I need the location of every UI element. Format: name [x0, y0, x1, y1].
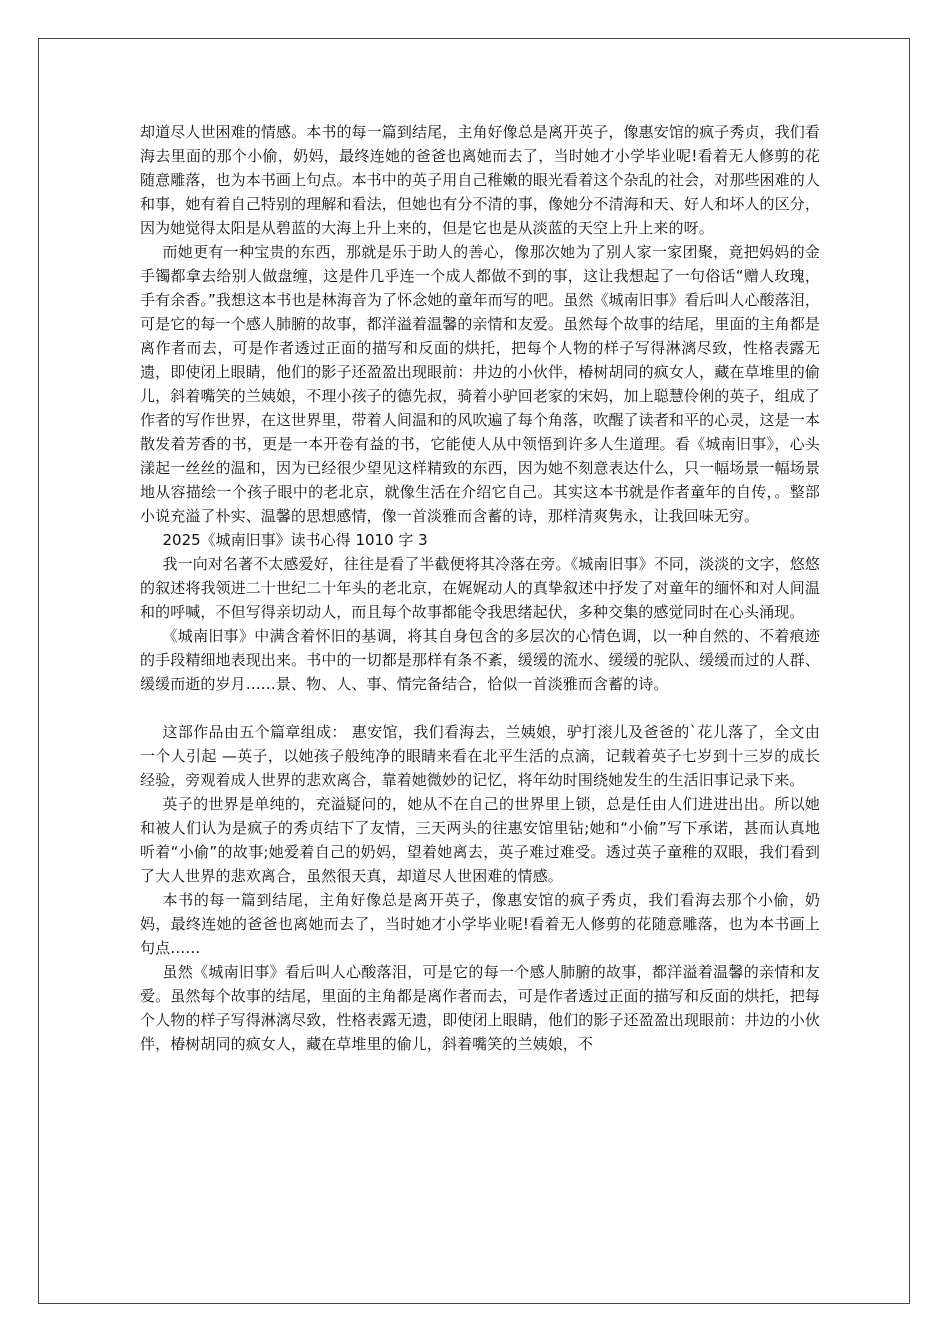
- paragraph-3: 我一向对名著不太感爱好，往往是看了半截便将其冷落在旁。《城南旧事》不同，淡淡的文字，悠悠的叙述将我领进二十世纪二十年头的老北京，在娓娓动人的真挚叙述中抒发了对童年的缅怀和对人间温和的呼喊，不但写得亲切动人，而且每个故事都能令我思绪起伏，多种交集的感觉同时在心头涌现。: [140, 555, 820, 621]
- paragraph-6: 英子的世界是单纯的，充溢疑问的，她从不在自己的世界里上锁，总是任由人们进进出出。所以她和被人们认为是疯子的秀贞结下了友情，三天两头的往惠安馆里钻;她和“小偷”写下承诺，甚而认真地听着“小偷”的故事;她爱着自己的奶妈，望着她离去，英子难过难受。透过英子童稚的双眼，我们看到了大人世界的悲欢离合，虽然很天真，却道尽人世困难的情感。: [140, 795, 820, 885]
- document-body: [140, 120, 820, 1056]
- paragraph-4: 《城南旧事》中满含着怀旧的基调，将其自身包含的多层次的心情色调，以一种自然的、不着痕迹的手段精细地表现出来。书中的一切都是那样有条不紊，缓缓的流水、缓缓的驼队、缓缓而过的人群、缓缓而逝的岁月……景、物、人、事、情完备结合，恰似一首淡雅而含蓄的诗。: [140, 627, 820, 693]
- paragraph-7: 本书的每一篇到结尾，主角好像总是离开英子，像惠安馆的疯子秀贞，我们看海去那个小偷，奶妈，最终连她的爸爸也离她而去了，当时她才小学毕业呢!看着无人修剪的花随意雕落，也为本书画上句点……: [140, 891, 820, 957]
- section-heading: 2025《城南旧事》读书心得 1010 字 3: [162, 531, 428, 549]
- paragraph-8: 虽然《城南旧事》看后叫人心酸落泪，可是它的每一个感人肺腑的故事，都洋溢着温馨的亲情和友爱。虽然每个故事的结尾，里面的主角都是离作者而去，可是作者透过正面的描写和反面的烘托，把每个人物的样子写得淋漓尽致，性格表露无遗，即使闭上眼睛，他们的影子还盈盈出现眼前：井边的小伙伴，椿树胡同的疯女人，藏在草堆里的偷儿，斜着嘴笑的兰姨娘，不: [140, 963, 820, 1053]
- paragraph-5: 这部作品由五个篇章组成： 惠安馆，我们看海去，兰姨娘，驴打滚儿及爸爸的`花儿落了，全文由一个人引起 —英子，以她孩子般纯净的眼睛来看在北平生活的点滴，记载着英子七岁到十三岁的成长经验，旁观着成人世界的悲欢离合，靠着她微妙的记忆，将年幼时围绕她发生的生活旧事记录下来。: [140, 723, 820, 789]
- paragraph-2: 而她更有一种宝贵的东西，那就是乐于助人的善心，像那次她为了别人家一家团聚，竟把妈妈的金手镯都拿去给别人做盘缠，这是件几乎连一个成人都做不到的事，这让我想起了一句俗话“赠人玫瑰，手有余香。”我想这本书也是林海音为了怀念她的童年而写的吧。虽然《城南旧事》看后叫人心酸落泪，可是它的每一个感人肺腑的故事，都洋溢着温馨的亲情和友爱。虽然每个故事的结尾，里面的主角都是离作者而去，可是作者透过正面的描写和反面的烘托，把每个人物的样子写得淋漓尽致，性格表露无遗，即使闭上眼睛，他们的影子还盈盈出现眼前：井边的小伙伴，椿树胡同的疯女人，藏在草堆里的偷儿，斜着嘴笑的兰姨娘，不理小孩子的德先叔，骑着小驴回老家的宋妈，加上聪慧伶俐的英子，组成了作者的写作世界，在这世界里，带着人间温和的风吹遍了每个角落，吹醒了读者和平的心灵，这是一本散发着芳香的书，更是一本开卷有益的书，它能使人从中领悟到许多人生道理。看《城南旧事》，心头漾起一丝丝的温和，因为已经很少望见这样精致的东西，因为她不刻意表达什么，只一幅场景一幅场景地从容描绘一个孩子眼中的老北京，就像生活在介绍它自己。其实这本书就是作者童年的自传，。整部小说充溢了朴实、温馨的思想感情，像一首淡雅而含蓄的诗，那样清爽隽永，让我回味无穷。: [140, 243, 820, 525]
- paragraph-1: 却道尽人世困难的情感。本书的每一篇到结尾，主角好像总是离开英子，像惠安馆的疯子秀贞，我们看海去里面的那个小偷，奶妈，最终连她的爸爸也离她而去了，当时她才小学毕业呢!看着无人修剪的花随意雕落，也为本书画上句点。本书中的英子用自己稚嫩的眼光看着这个杂乱的社会，对那些困难的人和事，她有着自己特别的理解和看法，但她也有分不清的事，像她分不清海和天、好人和坏人的区分，因为她觉得太阳是从碧蓝的大海上升上来的，但是它也是从淡蓝的天空上升上来的呀。: [140, 123, 820, 237]
- blank-line: [140, 696, 820, 720]
